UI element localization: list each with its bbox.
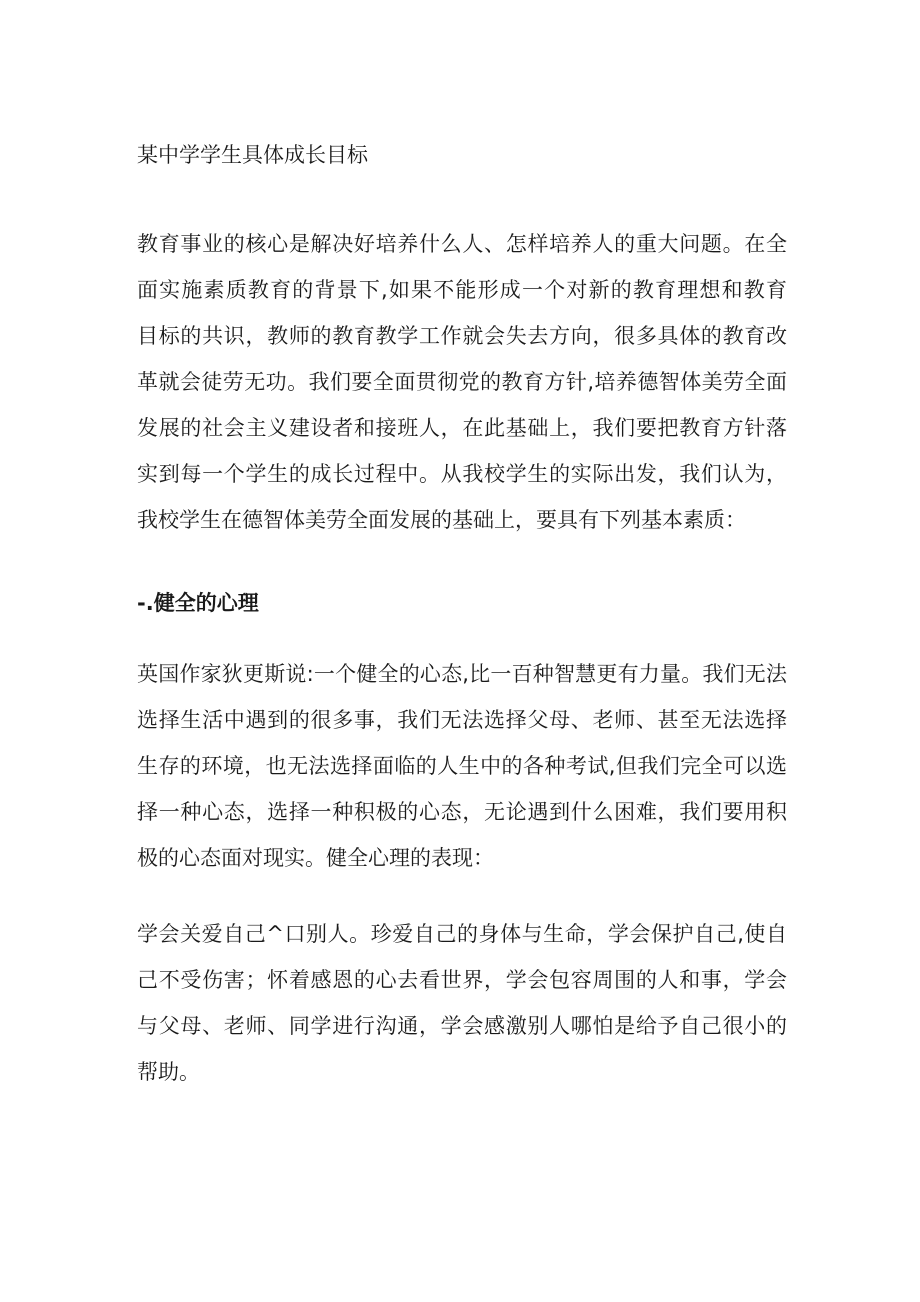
paragraph-line: 学会关爱自己^口别人。珍爱自己的身体与生命，学会保护自己,使自 bbox=[137, 922, 787, 946]
paragraph-line: 生存的环境，也无法选择面临的人生中的各种考试,但我们完全可以选 bbox=[137, 754, 787, 778]
paragraph-line: 目标的共识，教师的教育教学工作就会失去方向，很多具体的教育改 bbox=[137, 324, 787, 348]
paragraph-line: 帮助。 bbox=[137, 1060, 200, 1084]
section-paragraph-1 bbox=[137, 651, 787, 881]
paragraph-line: 实到每一个学生的成长过程中。从我校学生的实际出发，我们认为， bbox=[137, 462, 787, 486]
paragraph-line: 选择生活中遇到的很多事，我们无法选择父母、老师、甚至无法选择 bbox=[137, 708, 787, 732]
paragraph-line: 与父母、老师、同学进行沟通，学会感激别人哪怕是给予自己很小的 bbox=[137, 1014, 787, 1038]
paragraph-line: 择一种心态，选择一种积极的心态，无论遇到什么困难，我们要用积 bbox=[137, 800, 787, 824]
paragraph-line: 英国作家狄更斯说:一个健全的心态,比一百种智慧更有力量。我们无法 bbox=[137, 662, 787, 686]
section-heading: -.健全的心理 bbox=[137, 591, 259, 615]
paragraph-line: 发展的社会主义建设者和接班人，在此基础上，我们要把教育方针落 bbox=[137, 416, 787, 440]
paragraph-line: 面实施素质教育的背景下,如果不能形成一个对新的教育理想和教育 bbox=[137, 278, 787, 302]
paragraph-line: 我校学生在德智体美劳全面发展的基础上，要具有下列基本素质： bbox=[137, 508, 746, 532]
paragraph-line: 极的心态面对现实。健全心理的表现： bbox=[137, 846, 494, 870]
section-paragraph-2 bbox=[137, 911, 787, 1095]
paragraph-line: 教育事业的核心是解决好培养什么人、怎样培养人的重大问题。在全 bbox=[137, 232, 787, 256]
document-title: 某中学学生具体成长目标 bbox=[137, 143, 368, 167]
intro-paragraph bbox=[137, 221, 787, 543]
paragraph-line: 己不受伤害；怀着感恩的心去看世界，学会包容周围的人和事，学会 bbox=[137, 968, 787, 992]
paragraph-line: 革就会徒劳无功。我们要全面贯彻党的教育方针,培养德智体美劳全面 bbox=[137, 370, 787, 394]
